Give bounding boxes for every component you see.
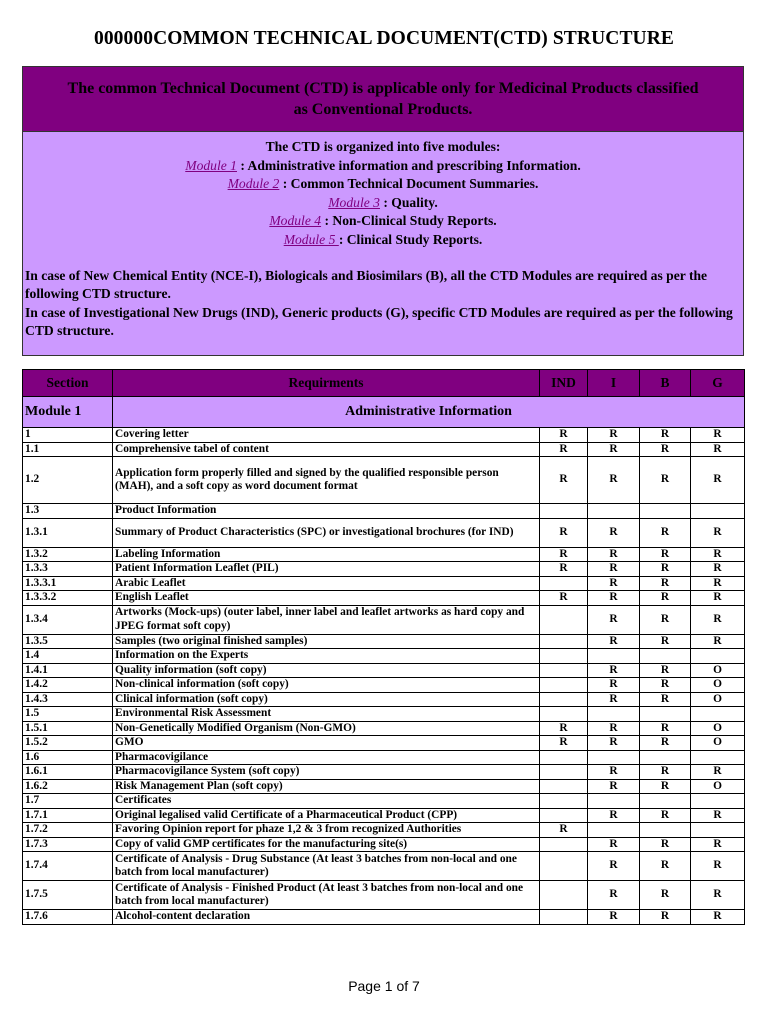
flag-g: O	[691, 779, 745, 794]
table-row	[23, 692, 745, 707]
table-row	[23, 794, 745, 809]
section-code: 1.3	[23, 504, 113, 519]
module-row	[23, 397, 745, 428]
section-code: 1.3.4	[23, 605, 113, 634]
requirement-text: Clinical information (soft copy)	[113, 692, 540, 707]
flag-b	[640, 707, 691, 722]
table-row	[23, 823, 745, 838]
flag-i: R	[588, 692, 640, 707]
module-code: Module 1	[23, 397, 113, 428]
flag-i: R	[588, 442, 640, 457]
flag-ind	[540, 692, 588, 707]
table-row	[23, 750, 745, 765]
section-code: 1.4	[23, 649, 113, 664]
flag-g: R	[691, 765, 745, 780]
flag-b: R	[640, 736, 691, 751]
requirement-text: Summary of Product Characteristics (SPC) or investigational brochures (for IND)	[113, 518, 540, 547]
flag-b: R	[640, 692, 691, 707]
section-code: 1.7.2	[23, 823, 113, 838]
flag-i	[588, 750, 640, 765]
module-desc: : Non-Clinical Study Reports.	[321, 213, 497, 229]
section-code: 1.7	[23, 794, 113, 809]
module-1-link[interactable]: Module 1	[185, 157, 237, 173]
section-code: 1.3.3.1	[23, 576, 113, 591]
flag-i: R	[588, 576, 640, 591]
flag-b: R	[640, 634, 691, 649]
requirement-text: Patient Information Leaflet (PIL)	[113, 562, 540, 577]
module-line	[23, 157, 743, 176]
flag-g: R	[691, 591, 745, 606]
table-row	[23, 837, 745, 852]
table-row	[23, 504, 745, 519]
table-row	[23, 721, 745, 736]
requirement-text: Quality information (soft copy)	[113, 663, 540, 678]
section-code: 1	[23, 428, 113, 443]
table-header-row	[23, 370, 745, 397]
flag-ind	[540, 808, 588, 823]
flag-b: R	[640, 808, 691, 823]
flag-b: R	[640, 428, 691, 443]
flag-g: R	[691, 457, 745, 504]
section-code: 1.6	[23, 750, 113, 765]
flag-ind	[540, 707, 588, 722]
requirement-text: Environmental Risk Assessment	[113, 707, 540, 722]
requirement-text: Arabic Leaflet	[113, 576, 540, 591]
flag-ind	[540, 750, 588, 765]
flag-b	[640, 504, 691, 519]
flag-g: R	[691, 634, 745, 649]
section-code: 1.6.2	[23, 779, 113, 794]
flag-g: R	[691, 605, 745, 634]
section-code: 1.4.1	[23, 663, 113, 678]
section-code: 1.3.2	[23, 547, 113, 562]
flag-b: R	[640, 678, 691, 693]
document-title: 000000COMMON TECHNICAL DOCUMENT(CTD) STRUCTURE	[93, 28, 675, 49]
module-2-link[interactable]: Module 2	[227, 176, 280, 192]
module-desc: : Clinical Study Reports.	[338, 231, 483, 247]
flag-ind: R	[540, 721, 588, 736]
modules-intro: The CTD is organized into five modules:	[265, 139, 501, 154]
flag-i: R	[588, 457, 640, 504]
flag-g	[691, 649, 745, 664]
section-code: 1.5.1	[23, 721, 113, 736]
flag-g: O	[691, 721, 745, 736]
table-row	[23, 881, 745, 910]
flag-i: R	[588, 852, 640, 881]
flag-i: R	[588, 910, 640, 925]
intro-heading: The common Technical Document (CTD) is applicable only for Medicinal Products classified as Conventional Products.	[23, 67, 743, 132]
flag-i: R	[588, 547, 640, 562]
flag-ind	[540, 852, 588, 881]
flag-g: O	[691, 692, 745, 707]
flag-b: R	[640, 765, 691, 780]
flag-ind	[540, 504, 588, 519]
flag-ind	[540, 649, 588, 664]
flag-b: R	[640, 852, 691, 881]
flag-g	[691, 794, 745, 809]
header-ind: IND	[540, 370, 588, 397]
flag-g: R	[691, 547, 745, 562]
flag-i: R	[588, 678, 640, 693]
requirement-text: Favoring Opinion report for phaze 1,2 & 3 from recognized Authorities	[113, 823, 540, 838]
flag-b: R	[640, 562, 691, 577]
requirement-text: Product Information	[113, 504, 540, 519]
requirement-text: Certificates	[113, 794, 540, 809]
section-code: 1.7.6	[23, 910, 113, 925]
header-b: B	[640, 370, 691, 397]
module-title: Administrative Information	[113, 397, 745, 428]
table-row	[23, 808, 745, 823]
flag-ind	[540, 794, 588, 809]
flag-g: O	[691, 736, 745, 751]
intro-paragraph-ind: In case of Investigational New Drugs (IND), Generic products (G), specific CTD Modules are required as per the following CTD structure.	[25, 304, 733, 339]
section-code: 1.5.2	[23, 736, 113, 751]
flag-i: R	[588, 721, 640, 736]
table-row	[23, 457, 745, 504]
flag-i: R	[588, 663, 640, 678]
flag-i	[588, 794, 640, 809]
requirement-text: Original legalised valid Certificate of a Pharmaceutical Product (CPP)	[113, 808, 540, 823]
flag-i: R	[588, 562, 640, 577]
requirement-text: Pharmacovigilance	[113, 750, 540, 765]
flag-i: R	[588, 736, 640, 751]
table-row	[23, 605, 745, 634]
flag-g	[691, 707, 745, 722]
table-row	[23, 576, 745, 591]
requirement-text: Samples (two original finished samples)	[113, 634, 540, 649]
module-desc: : Common Technical Document Summaries.	[279, 176, 539, 192]
module-line	[23, 212, 743, 231]
flag-b: R	[640, 663, 691, 678]
requirement-text: Non-Genetically Modified Organism (Non-GMO)	[113, 721, 540, 736]
table-row	[23, 428, 745, 443]
section-code: 1.3.3.2	[23, 591, 113, 606]
table-row	[23, 678, 745, 693]
flag-i	[588, 649, 640, 664]
intro-body	[23, 132, 743, 341]
intro-box	[22, 66, 744, 356]
section-code: 1.3.5	[23, 634, 113, 649]
flag-ind: R	[540, 823, 588, 838]
flag-b: R	[640, 457, 691, 504]
flag-ind	[540, 837, 588, 852]
flag-i: R	[588, 428, 640, 443]
section-code: 1.7.4	[23, 852, 113, 881]
flag-b: R	[640, 779, 691, 794]
flag-b: R	[640, 881, 691, 910]
section-code: 1.3.1	[23, 518, 113, 547]
requirement-text: Labeling Information	[113, 547, 540, 562]
flag-i: R	[588, 779, 640, 794]
flag-g: R	[691, 852, 745, 881]
flag-i: R	[588, 837, 640, 852]
flag-g: R	[691, 576, 745, 591]
table-row	[23, 910, 745, 925]
requirement-text: Information on the Experts	[113, 649, 540, 664]
requirement-text: Certificate of Analysis - Finished Product (At least 3 batches from non-local and one batch from local manufacturer)	[113, 881, 540, 910]
table-row	[23, 562, 745, 577]
flag-ind	[540, 605, 588, 634]
flag-g: R	[691, 881, 745, 910]
flag-ind: R	[540, 457, 588, 504]
section-code: 1.4.2	[23, 678, 113, 693]
module-4-link[interactable]: Module 4	[269, 213, 322, 229]
flag-i: R	[588, 808, 640, 823]
flag-i	[588, 823, 640, 838]
flag-ind	[540, 765, 588, 780]
requirement-text: English Leaflet	[113, 591, 540, 606]
flag-ind	[540, 663, 588, 678]
flag-b: R	[640, 837, 691, 852]
flag-g: R	[691, 428, 745, 443]
flag-i: R	[588, 605, 640, 634]
flag-b	[640, 794, 691, 809]
flag-b	[640, 649, 691, 664]
header-i: I	[588, 370, 640, 397]
module-line	[23, 194, 743, 213]
flag-i: R	[588, 881, 640, 910]
table-row	[23, 852, 745, 881]
flag-g: R	[691, 562, 745, 577]
intro-paragraph-nce: In case of New Chemical Entity (NCE-I), Biologicals and Biosimilars (B), all the CTD Modules are required as per the following CTD structure.	[25, 267, 708, 302]
table-row	[23, 663, 745, 678]
table-row	[23, 442, 745, 457]
module-3-link[interactable]: Module 3	[328, 194, 380, 210]
flag-ind	[540, 779, 588, 794]
flag-ind: R	[540, 518, 588, 547]
flag-g: R	[691, 808, 745, 823]
flag-b: R	[640, 547, 691, 562]
section-code: 1.2	[23, 457, 113, 504]
requirement-text: Non-clinical information (soft copy)	[113, 678, 540, 693]
requirement-text: Application form properly filled and signed by the qualified responsible person (MAH), and a soft copy as word document format	[113, 457, 540, 504]
section-code: 1.4.3	[23, 692, 113, 707]
requirement-text: Artworks (Mock-ups) (outer label, inner label and leaflet artworks as hard copy and JPEG format soft copy)	[113, 605, 540, 634]
flag-b: R	[640, 721, 691, 736]
flag-b: R	[640, 910, 691, 925]
flag-ind	[540, 678, 588, 693]
flag-i: R	[588, 634, 640, 649]
section-code: 1.5	[23, 707, 113, 722]
table-row	[23, 518, 745, 547]
requirement-text: GMO	[113, 736, 540, 751]
requirement-text: Risk Management Plan (soft copy)	[113, 779, 540, 794]
flag-i	[588, 504, 640, 519]
page-number: Page 1 of 7	[348, 978, 420, 994]
section-code: 1.3.3	[23, 562, 113, 577]
flag-g: R	[691, 910, 745, 925]
flag-b: R	[640, 442, 691, 457]
section-code: 1.6.1	[23, 765, 113, 780]
module-desc: : Quality.	[379, 194, 438, 210]
section-code: 1.7.3	[23, 837, 113, 852]
table-row	[23, 547, 745, 562]
section-code: 1.1	[23, 442, 113, 457]
header-g: G	[691, 370, 745, 397]
requirement-text: Certificate of Analysis - Drug Substance (At least 3 batches from non-local and one batch from local manufacturer)	[113, 852, 540, 881]
flag-b	[640, 750, 691, 765]
section-code: 1.7.1	[23, 808, 113, 823]
flag-i	[588, 707, 640, 722]
flag-g: R	[691, 837, 745, 852]
flag-b: R	[640, 576, 691, 591]
table-row	[23, 634, 745, 649]
flag-g	[691, 823, 745, 838]
flag-i: R	[588, 518, 640, 547]
module-5-link[interactable]: Module 5	[283, 231, 339, 247]
flag-ind: R	[540, 428, 588, 443]
table-row	[23, 736, 745, 751]
flag-ind	[540, 634, 588, 649]
flag-ind: R	[540, 442, 588, 457]
table-row	[23, 649, 745, 664]
flag-i: R	[588, 591, 640, 606]
flag-ind	[540, 881, 588, 910]
module-line	[23, 175, 743, 194]
requirement-text: Comprehensive tabel of content	[113, 442, 540, 457]
table-row	[23, 591, 745, 606]
table-row	[23, 765, 745, 780]
flag-ind	[540, 576, 588, 591]
flag-ind	[540, 910, 588, 925]
flag-b: R	[640, 605, 691, 634]
module-list	[23, 138, 743, 250]
flag-b: R	[640, 591, 691, 606]
flag-ind: R	[540, 562, 588, 577]
flag-g	[691, 750, 745, 765]
module-line	[23, 231, 743, 250]
table-row	[23, 779, 745, 794]
header-requirements: Requirments	[113, 370, 540, 397]
table-row	[23, 707, 745, 722]
flag-g	[691, 504, 745, 519]
ctd-requirements-table	[22, 369, 745, 925]
requirement-text: Pharmacovigilance System (soft copy)	[113, 765, 540, 780]
flag-ind: R	[540, 736, 588, 751]
header-section: Section	[23, 370, 113, 397]
section-code: 1.7.5	[23, 881, 113, 910]
requirement-text: Copy of valid GMP certificates for the manufacturing site(s)	[113, 837, 540, 852]
requirement-text: Covering letter	[113, 428, 540, 443]
flag-ind: R	[540, 591, 588, 606]
flag-b: R	[640, 518, 691, 547]
flag-ind: R	[540, 547, 588, 562]
module-desc: : Administrative information and prescribing Information.	[236, 157, 581, 173]
flag-b	[640, 823, 691, 838]
flag-i: R	[588, 765, 640, 780]
requirement-text: Alcohol-content declaration	[113, 910, 540, 925]
flag-g: O	[691, 678, 745, 693]
flag-g: R	[691, 442, 745, 457]
flag-g: R	[691, 518, 745, 547]
flag-g: O	[691, 663, 745, 678]
